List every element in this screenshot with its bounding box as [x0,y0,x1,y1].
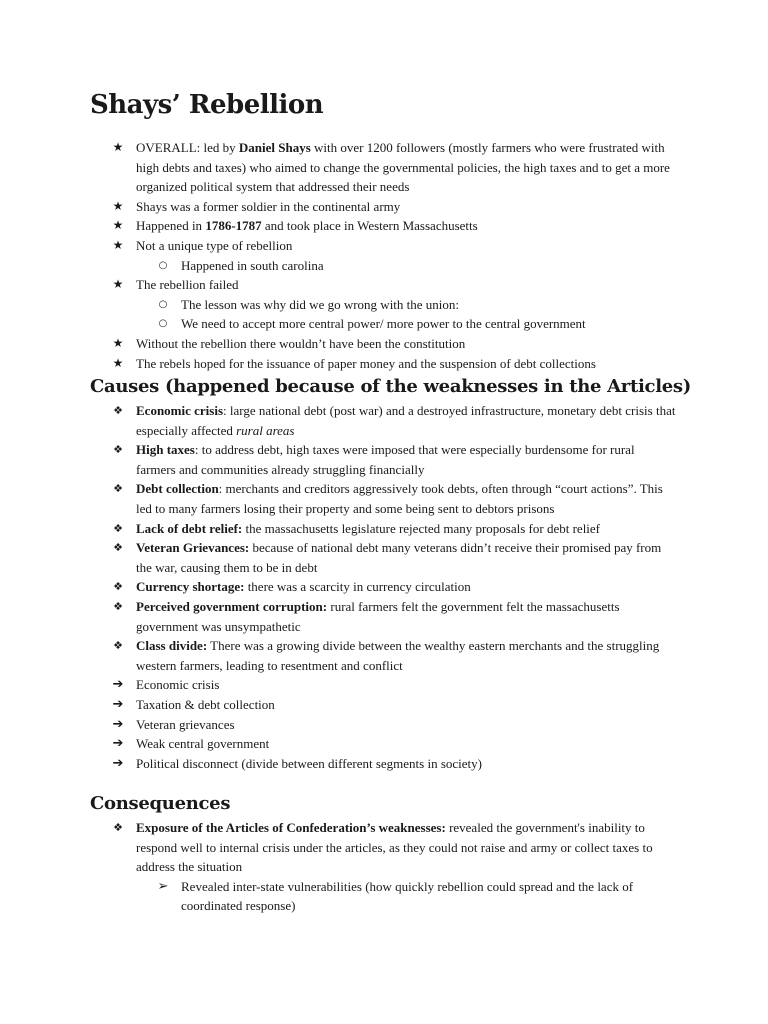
list-item [0,754,676,774]
bullet-marker: ★ [112,355,124,370]
list-item-text: Perceived government corruption: [136,598,328,614]
list-item-text: OVERALL: led by [136,140,239,155]
list-item-text: Revealed inter-state vulnerabilities (how quickly rebellion could spread and the lack of coordinated response) [181,878,634,914]
bullet-marker: ★ [112,198,124,213]
list-item-text: Currency shortage: [136,579,245,595]
list-item [0,695,676,715]
bullet-marker: ❖ [113,639,123,653]
list-item-text: We need to accept more central power/ more power to the central government [181,316,586,332]
bullet-marker: ➔ [112,716,124,732]
list-item-text: Happened in south carolina [181,257,324,273]
list-item-text: and took place in Western Massachusetts [261,218,478,234]
list-item-text: The rebels hoped for the issuance of paper money and the suspension of debt collections [136,355,596,371]
list-item [0,519,676,539]
list-item [0,197,676,217]
bullet-marker: ➔ [112,677,124,693]
bullet-marker: ❖ [113,599,123,613]
bullet-marker: ★ [112,140,124,154]
list-item-text: rural farmers felt the government felt the massachusetts government was unsympathetic [136,598,620,634]
bullet-marker: ❖ [113,404,123,417]
consequences-heading: Consequences [90,793,231,814]
list-item-text: there was a scarcity in currency circulation [244,579,471,595]
list-item [0,256,676,276]
consequences-list [0,818,768,916]
list-item-text: Happened in [136,218,206,234]
list-item [0,314,676,334]
list-item-text: : large national debt (post war) and a destroyed infrastructure, monetary debt crisis that especially affected [136,403,676,438]
bullet-marker: ➔ [112,736,124,752]
list-item [0,401,676,440]
list-item-text: 1786-1787 [205,218,262,234]
list-item-text: rural areas [236,422,295,438]
list-item [0,538,676,577]
list-item-text: Class divide: [136,638,208,654]
bullet-marker: ★ [112,335,124,350]
bullet-marker: ❖ [113,541,123,555]
list-item-text: Lack of debt relief: [136,520,243,536]
list-item [0,597,676,636]
list-item [0,440,676,479]
bullet-marker: ➔ [112,755,124,771]
list-item-text: Not a unique type of rebellion [136,237,293,253]
bullet-marker: ❖ [113,521,123,535]
list-item [0,354,676,374]
list-item [0,715,676,735]
list-item [0,479,676,518]
list-item-text: Taxation & debt collection [136,696,275,712]
list-item-text: with over 1200 followers (mostly farmers who were frustrated with high debts and taxes) who aimed to change the governmental policies, the high taxes and to get a more organized political system that addressed their needs [136,140,670,195]
list-item-text: Shays was a former soldier in the continental army [136,198,401,214]
list-item-text: There was a growing divide between the wealthy eastern merchants and the struggling western farmers, leading to resentment and conflict [136,638,660,673]
list-item-text: Exposure of the Articles of Confederation’s weaknesses: [136,820,446,835]
list-item-text: The lesson was why did we go wrong with the union: [181,296,460,312]
list-item-text: because of national debt many veterans didn’t receive their promised pay from the war, causing them to be in debt [136,540,662,575]
list-item [0,295,676,315]
list-item [0,818,676,877]
bullet-marker: ★ [112,277,124,292]
bullet-marker: ❖ [113,580,123,594]
list-item [0,138,676,197]
list-item-text: Without the rebellion there wouldn’t have been the constitution [136,335,466,351]
list-item [0,636,676,675]
bullet-marker: ❖ [113,821,123,834]
list-item-text: : merchants and creditors aggressively took debts, often through “court actions”. This led to many farmers losing their property and some being sent to debtors prisons [136,481,663,516]
list-item [0,216,676,236]
overview-list [0,138,768,373]
bullet-marker: ➢ [157,878,169,894]
bullet-marker: ○ [158,259,168,271]
list-item-text: : to address debt, high taxes were imposed that were especially burdensome for rural farmers and communities already struggling financially [136,442,635,477]
list-item-text: Veteran Grievances: [136,540,250,556]
bullet-marker: ★ [112,237,124,252]
bullet-marker: ○ [158,298,168,310]
list-item-text: revealed the government's inability to respond well to internal crisis under the articles, as they could not raise and army or collect taxes to address the situation [136,820,653,875]
list-item [0,675,676,695]
page-title: Shays’ Rebellion [90,90,324,120]
list-item [0,877,676,916]
bullet-marker: ★ [112,218,124,233]
bullet-marker: ❖ [113,443,123,457]
list-item-text: The rebellion failed [136,277,239,293]
list-item [0,236,676,256]
list-item-text: Economic crisis [136,403,224,418]
bullet-marker: ❖ [113,482,123,496]
list-item [0,734,676,754]
causes-heading: Causes (happened because of the weaknesses in the Articles) [90,376,691,397]
list-item [0,334,676,354]
list-item-text: Political disconnect (divide between different segments in society) [136,755,482,771]
list-item-text: High taxes [136,442,195,458]
list-item-text: the massachusetts legislature rejected many proposals for debt relief [242,520,601,536]
list-item-text: Weak central government [136,736,270,752]
list-item-text: Debt collection [136,481,219,497]
bullet-marker: ➔ [112,696,124,712]
list-item [0,577,676,597]
list-item [0,275,676,295]
causes-list [0,401,768,773]
list-item-text: Daniel Shays [238,140,311,155]
list-item-text: Economic crisis [136,677,220,693]
list-item-text: Veteran grievances [136,716,235,732]
bullet-marker: ○ [158,318,168,330]
